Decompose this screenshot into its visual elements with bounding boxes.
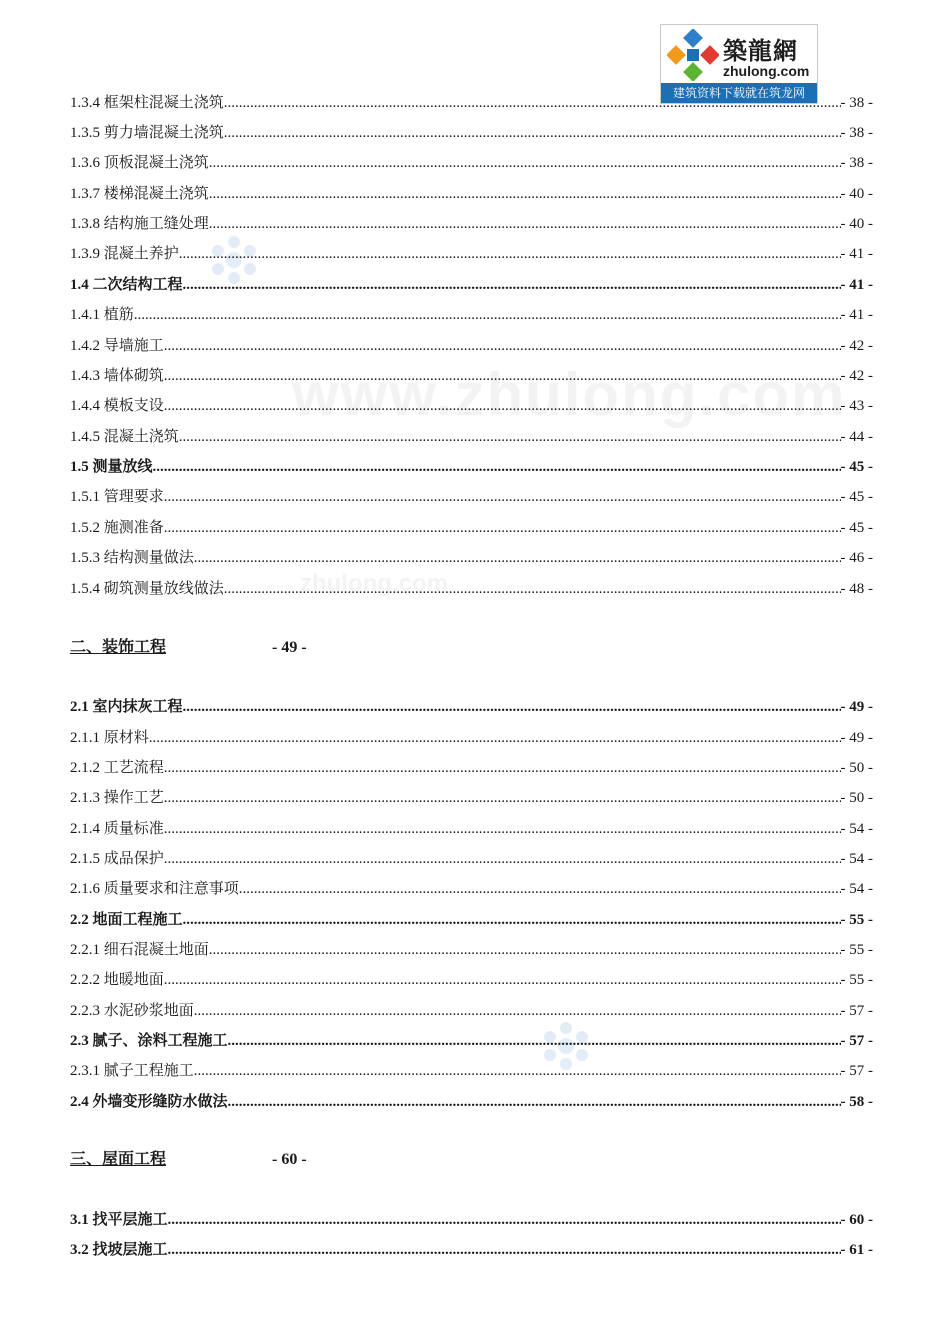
toc-page-number: - 44 - (840, 429, 873, 445)
toc-leader (194, 1056, 841, 1086)
toc-entry[interactable] (70, 1056, 873, 1086)
toc-leader (209, 148, 841, 178)
toc-page-number: - 50 - (840, 760, 873, 776)
toc-page-number: - 41 - (840, 307, 873, 323)
toc-page-number: - 49 - (840, 699, 873, 715)
toc-chapter-label: 三、屋面工程 (70, 1151, 167, 1168)
toc-entry-label: 1.5.4 砌筑测量放线做法 (70, 581, 224, 597)
toc-page-number: - 48 - (840, 581, 873, 597)
toc-leader (164, 482, 841, 512)
toc-page-number: - 54 - (840, 821, 873, 837)
toc-chapter-heading[interactable] (70, 1145, 307, 1175)
toc-entry[interactable] (70, 300, 873, 330)
toc-entry-label: 1.3.5 剪力墙混凝土浇筑 (70, 125, 224, 141)
toc-entry[interactable] (70, 996, 873, 1026)
toc-leader (164, 753, 841, 783)
toc-entry-label: 2.2.1 细石混凝土地面 (70, 942, 209, 958)
toc-entry[interactable] (70, 331, 873, 361)
toc-entry-label: 1.4.1 植筋 (70, 307, 134, 323)
toc-section-entry[interactable] (70, 1026, 873, 1056)
toc-leader (153, 452, 841, 482)
toc-entry-label: 2.1 室内抹灰工程 (70, 699, 183, 715)
toc-leader (164, 513, 841, 543)
toc-page-number: - 41 - (840, 277, 873, 293)
toc-page-number: - 57 - (840, 1033, 873, 1049)
toc-entry[interactable] (70, 935, 873, 965)
toc-page-number: - 45 - (840, 489, 873, 505)
toc-entry-label: 2.1.5 成品保护 (70, 851, 164, 867)
toc-leader (164, 361, 841, 391)
toc-entry-label: 2.2.2 地暖地面 (70, 972, 164, 988)
toc-entry[interactable] (70, 209, 873, 239)
toc-page-number: - 43 - (840, 398, 873, 414)
watermark-text-small: zhulong.com (300, 570, 448, 597)
toc-leader (228, 1026, 841, 1056)
toc-page-number: - 55 - (840, 912, 873, 928)
toc-page-number: - 40 - (840, 186, 873, 202)
toc-leader (224, 88, 841, 118)
toc-entry-label: 1.4.4 模板支设 (70, 398, 164, 414)
toc-entry-label: 2.1.4 质量标准 (70, 821, 164, 837)
toc-entry-label: 2.2 地面工程施工 (70, 912, 183, 928)
toc-entry-label: 1.3.7 楼梯混凝土浇筑 (70, 186, 209, 202)
toc-page-number: - 57 - (840, 1003, 873, 1019)
toc-section-entry[interactable] (70, 905, 873, 935)
toc-entry-label: 2.1.2 工艺流程 (70, 760, 164, 776)
toc-section-entry[interactable] (70, 1205, 873, 1235)
toc-leader (183, 692, 841, 722)
toc-leader (239, 874, 841, 904)
toc-leader (179, 239, 841, 269)
toc-entry-label: 1.4.5 混凝土浇筑 (70, 429, 179, 445)
toc-leader (164, 391, 841, 421)
toc-leader (164, 783, 841, 813)
toc-section-entry[interactable] (70, 1235, 873, 1265)
toc-leader (228, 1087, 841, 1117)
toc-leader (164, 844, 841, 874)
toc-entry[interactable] (70, 179, 873, 209)
toc-section-entry[interactable] (70, 692, 873, 722)
zhulong-logo-icon (667, 29, 719, 81)
toc-entry[interactable] (70, 148, 873, 178)
toc-leader (209, 209, 841, 239)
toc-leader (168, 1205, 841, 1235)
toc-entry[interactable] (70, 753, 873, 783)
toc-entry-label: 1.3.4 框架柱混凝土浇筑 (70, 95, 224, 111)
toc-entry-label: 3.1 找平层施工 (70, 1212, 168, 1228)
toc-leader (168, 1235, 841, 1265)
toc-page-number: - 45 - (840, 520, 873, 536)
toc-page-number: - 45 - (840, 459, 873, 475)
toc-leader (164, 965, 841, 995)
toc-entry-label: 1.5.3 结构测量做法 (70, 550, 194, 566)
logo-slogan: 建筑资料下载就在筑龙网 (661, 83, 817, 103)
toc-entry-label: 2.1.3 操作工艺 (70, 790, 164, 806)
toc-leader (209, 179, 841, 209)
toc-entry-label: 1.5.2 施测准备 (70, 520, 164, 536)
toc-entry[interactable] (70, 965, 873, 995)
toc-leader (183, 905, 841, 935)
toc-entry-label: 2.4 外墙变形缝防水做法 (70, 1094, 228, 1110)
logo-name-en: zhulong.com (723, 63, 810, 79)
toc-entry[interactable] (70, 391, 873, 421)
toc-entry-label: 2.1.1 原材料 (70, 730, 149, 746)
toc-page-number: - 38 - (840, 125, 873, 141)
toc-page-number: - 58 - (840, 1094, 873, 1110)
toc-entry-label: 1.5 测量放线 (70, 459, 153, 475)
toc-entry-label: 1.5.1 管理要求 (70, 489, 164, 505)
toc-leader (224, 118, 841, 148)
toc-entry-label: 1.4 二次结构工程 (70, 277, 183, 293)
toc-entry-label: 1.4.3 墙体砌筑 (70, 368, 164, 384)
toc-entry-label: 1.3.9 混凝土养护 (70, 246, 179, 262)
toc-entry-label: 1.3.6 顶板混凝土浇筑 (70, 155, 209, 171)
toc-page-number: - 55 - (840, 972, 873, 988)
toc-section-entry[interactable] (70, 270, 873, 300)
toc-entry[interactable] (70, 88, 873, 118)
toc-entry[interactable] (70, 361, 873, 391)
toc-entry-label: 2.3 腻子、涂料工程施工 (70, 1033, 228, 1049)
toc-page-number: - 42 - (840, 368, 873, 384)
toc-leader (164, 331, 841, 361)
watermark-text: www.zhulong.com (292, 361, 847, 428)
toc-chapter-page: - 49 - (272, 639, 307, 656)
toc-leader (134, 300, 841, 330)
toc-page-number: - 50 - (840, 790, 873, 806)
toc-page-number: - 38 - (840, 95, 873, 111)
toc-entry-label: 2.1.6 质量要求和注意事项 (70, 881, 239, 897)
toc-page-number: - 41 - (840, 246, 873, 262)
toc-page-number: - 42 - (840, 338, 873, 354)
toc-leader (164, 814, 841, 844)
toc-page-number: - 38 - (840, 155, 873, 171)
toc-leader (149, 723, 841, 753)
toc-page-number: - 40 - (840, 216, 873, 232)
toc-section-entry[interactable] (70, 1087, 873, 1117)
toc-page-number: - 60 - (840, 1212, 873, 1228)
toc-leader (179, 422, 841, 452)
toc-page-number: - 46 - (840, 550, 873, 566)
toc-entry[interactable] (70, 844, 873, 874)
toc-entry[interactable] (70, 874, 873, 904)
toc-chapter-heading[interactable] (70, 633, 307, 663)
toc-entry[interactable] (70, 118, 873, 148)
toc-page-number: - 54 - (840, 881, 873, 897)
toc-page-number: - 49 - (840, 730, 873, 746)
toc-entry[interactable] (70, 239, 873, 269)
toc-page-number: - 61 - (840, 1242, 873, 1258)
toc-leader (224, 574, 841, 604)
toc-chapter-label: 二、装饰工程 (70, 639, 167, 656)
toc-entry[interactable] (70, 814, 873, 844)
logo-name-cn: 築龍網 (723, 36, 798, 65)
toc-entry-label: 3.2 找坡层施工 (70, 1242, 168, 1258)
toc-entry[interactable] (70, 482, 873, 512)
toc-entry-label: 1.4.2 导墙施工 (70, 338, 164, 354)
toc-entry[interactable] (70, 574, 873, 604)
toc-entry[interactable] (70, 543, 873, 573)
toc-entry[interactable] (70, 783, 873, 813)
toc-entry-label: 1.3.8 结构施工缝处理 (70, 216, 209, 232)
toc-entry-label: 2.3.1 腻子工程施工 (70, 1063, 194, 1079)
toc-entry[interactable] (70, 723, 873, 753)
toc-leader (183, 270, 841, 300)
toc-chapter-page: - 60 - (272, 1151, 307, 1168)
toc-page-number: - 55 - (840, 942, 873, 958)
toc-page-number: - 57 - (840, 1063, 873, 1079)
toc-entry[interactable] (70, 422, 873, 452)
toc-leader (209, 935, 841, 965)
toc-section-entry[interactable] (70, 452, 873, 482)
toc-entry-label: 2.2.3 水泥砂浆地面 (70, 1003, 194, 1019)
toc-leader (194, 996, 841, 1026)
toc-entry[interactable] (70, 513, 873, 543)
toc-page-number: - 54 - (840, 851, 873, 867)
toc-leader (194, 543, 841, 573)
